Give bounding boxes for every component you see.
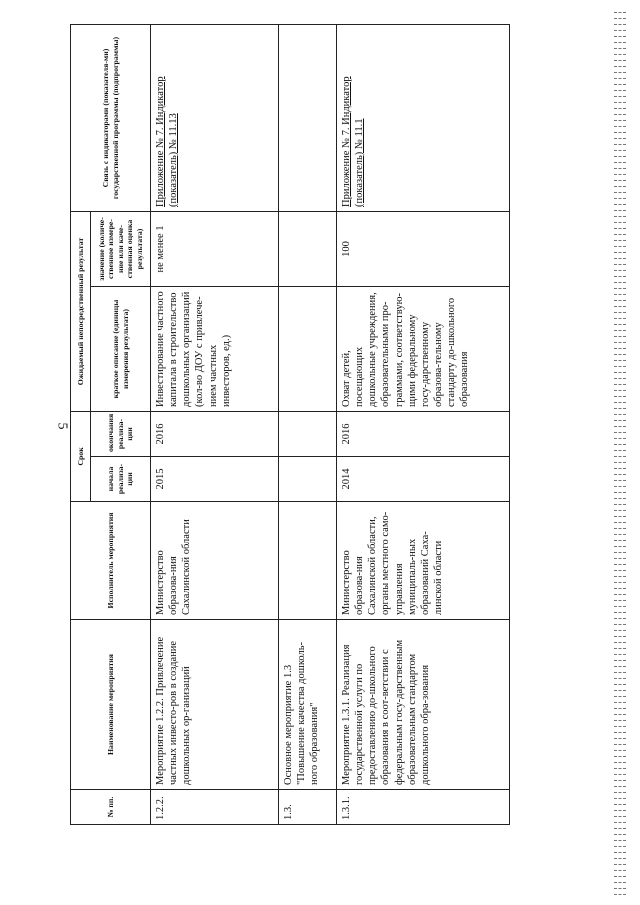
- edge-mark: [614, 360, 626, 361]
- edge-mark: [614, 138, 626, 139]
- header-result: Ожидаемый непосредственный результат: [71, 211, 91, 411]
- edge-mark: [614, 456, 626, 457]
- row-value: не менее 1: [151, 211, 279, 286]
- edge-mark: [614, 480, 626, 481]
- edge-mark: [614, 504, 626, 505]
- edge-mark: [614, 414, 626, 415]
- edge-mark: [614, 870, 626, 871]
- edge-mark: [614, 384, 626, 385]
- row-desc: [279, 286, 337, 411]
- edge-mark: [614, 846, 626, 847]
- edge-mark: [614, 198, 626, 199]
- edge-mark: [614, 810, 626, 811]
- row-executor: [279, 502, 337, 620]
- edge-mark: [614, 240, 626, 241]
- edge-mark: [614, 534, 626, 535]
- header-term: Срок: [71, 411, 91, 501]
- header-term-start: начала реализа-ции: [91, 457, 151, 502]
- row-end: [279, 411, 337, 456]
- edge-mark: [614, 354, 626, 355]
- row-name: Мероприятие 1.2.2. Привлечение частных инвесто-ров в создание дошкольных ор-ганизаций: [151, 620, 279, 790]
- edge-mark: [614, 36, 626, 37]
- edge-mark: [614, 768, 626, 769]
- edge-mark: [614, 234, 626, 235]
- edge-mark: [614, 258, 626, 259]
- edge-mark: [614, 156, 626, 157]
- edge-mark: [614, 126, 626, 127]
- row-num: 1.3.1.: [337, 790, 510, 825]
- edge-mark: [614, 78, 626, 79]
- row-num: 1.3.: [279, 790, 337, 825]
- edge-mark: [614, 216, 626, 217]
- edge-mark: [614, 540, 626, 541]
- edge-mark: [614, 102, 626, 103]
- edge-mark: [614, 174, 626, 175]
- edge-mark: [614, 600, 626, 601]
- row-executor: Министерство образова-ния Сахалинской области, органы местного само-управления муниципаль-ных образований Саха-линской области: [337, 502, 510, 620]
- edge-mark: [614, 786, 626, 787]
- edge-mark: [614, 630, 626, 631]
- edge-mark: [614, 804, 626, 805]
- edge-mark: [614, 546, 626, 547]
- edge-mark: [614, 96, 626, 97]
- edge-mark: [614, 108, 626, 109]
- edge-mark: [614, 660, 626, 661]
- edge-mark: [614, 684, 626, 685]
- edge-mark: [614, 762, 626, 763]
- edge-mark: [614, 618, 626, 619]
- edge-mark: [614, 612, 626, 613]
- edge-mark: [614, 72, 626, 73]
- edge-mark: [614, 438, 626, 439]
- edge-mark: [614, 588, 626, 589]
- edge-mark: [614, 582, 626, 583]
- row-link: Приложение № 7. Индикатор (показатель) № 11.1: [337, 24, 510, 211]
- table-row: [279, 24, 337, 824]
- edge-mark: [614, 720, 626, 721]
- edge-mark: [614, 168, 626, 169]
- edge-mark: [614, 624, 626, 625]
- header-name: Наименование мероприятия: [71, 620, 151, 790]
- measures-table: [70, 24, 510, 825]
- edge-mark: [614, 738, 626, 739]
- edge-mark: [614, 336, 626, 337]
- edge-mark: [614, 882, 626, 883]
- edge-mark: [614, 756, 626, 757]
- edge-mark: [614, 252, 626, 253]
- edge-mark: [614, 774, 626, 775]
- edge-mark: [614, 654, 626, 655]
- edge-mark: [614, 402, 626, 403]
- edge-mark: [614, 186, 626, 187]
- edge-mark: [614, 342, 626, 343]
- edge-mark: [614, 306, 626, 307]
- edge-mark: [614, 528, 626, 529]
- edge-mark: [614, 798, 626, 799]
- row-desc: Охват детей, посещающих дошкольные учреждения, образовательными про-граммами, соответствую-щими федеральному госу-дарственному образова-тельному стандарту до-школьного образования: [337, 286, 510, 411]
- row-end: 2016: [151, 411, 279, 456]
- edge-mark: [614, 894, 626, 895]
- edge-mark: [614, 420, 626, 421]
- edge-mark: [614, 498, 626, 499]
- edge-mark: [614, 426, 626, 427]
- header-result-value: значение (количе-ственное измере-ние или каче-ственная оценка результата): [91, 211, 151, 286]
- edge-mark: [614, 288, 626, 289]
- edge-mark: [614, 606, 626, 607]
- edge-mark: [614, 30, 626, 31]
- row-start: 2014: [337, 457, 510, 502]
- edge-mark: [614, 48, 626, 49]
- edge-mark: [614, 570, 626, 571]
- edge-mark: [614, 42, 626, 43]
- edge-mark: [614, 792, 626, 793]
- edge-mark: [614, 276, 626, 277]
- edge-mark: [614, 486, 626, 487]
- edge-mark: [614, 516, 626, 517]
- edge-mark: [614, 648, 626, 649]
- edge-mark: [614, 522, 626, 523]
- edge-mark: [614, 468, 626, 469]
- edge-mark: [614, 120, 626, 121]
- edge-mark: [614, 552, 626, 553]
- edge-mark: [614, 372, 626, 373]
- header-executor: Исполнитель мероприятия: [71, 502, 151, 620]
- binding-edge-marks: [614, 0, 626, 905]
- edge-mark: [614, 642, 626, 643]
- edge-mark: [614, 594, 626, 595]
- edge-mark: [614, 270, 626, 271]
- header-result-desc: краткое описание (единицы измерения результата): [91, 286, 151, 411]
- edge-mark: [614, 192, 626, 193]
- edge-mark: [614, 864, 626, 865]
- edge-mark: [614, 852, 626, 853]
- row-link: [279, 24, 337, 211]
- row-start: [279, 457, 337, 502]
- edge-mark: [614, 66, 626, 67]
- edge-mark: [614, 744, 626, 745]
- edge-mark: [614, 636, 626, 637]
- edge-mark: [614, 366, 626, 367]
- row-desc: Инвестирование частного капитала в строительство дошкольных организаций (кол-во ДОУ с привлече-нием частных инвесторов, ед.): [151, 286, 279, 411]
- edge-mark: [614, 732, 626, 733]
- table-row: [337, 24, 510, 824]
- edge-mark: [614, 60, 626, 61]
- edge-mark: [614, 696, 626, 697]
- edge-mark: [614, 144, 626, 145]
- row-link: Приложение № 7. Индикатор (показатель) № 11.13: [151, 24, 279, 211]
- edge-mark: [614, 162, 626, 163]
- row-name: Мероприятие 1.3.1. Реализация государственной услуги по предоставлению до-школьного образования в соот-ветствии с федеральным госу-дарственным образовательным стандартом дошкольного обра-зования: [337, 620, 510, 790]
- edge-mark: [614, 282, 626, 283]
- edge-mark: [614, 84, 626, 85]
- row-executor: Министерство образова-ния Сахалинской области: [151, 502, 279, 620]
- edge-mark: [614, 822, 626, 823]
- edge-mark: [614, 264, 626, 265]
- row-name: Основное мероприятие 1.3 "Повышение качества дошколь-ного образования": [279, 620, 337, 790]
- edge-mark: [614, 462, 626, 463]
- edge-mark: [614, 246, 626, 247]
- header-num: № пп.: [71, 790, 151, 825]
- edge-mark: [614, 816, 626, 817]
- edge-mark: [614, 834, 626, 835]
- edge-mark: [614, 492, 626, 493]
- edge-mark: [614, 378, 626, 379]
- edge-mark: [614, 678, 626, 679]
- edge-mark: [614, 690, 626, 691]
- edge-mark: [614, 54, 626, 55]
- edge-mark: [614, 150, 626, 151]
- edge-mark: [614, 222, 626, 223]
- edge-mark: [614, 714, 626, 715]
- edge-mark: [614, 888, 626, 889]
- edge-mark: [614, 300, 626, 301]
- edge-mark: [614, 228, 626, 229]
- edge-mark: [614, 576, 626, 577]
- edge-mark: [614, 90, 626, 91]
- edge-mark: [614, 702, 626, 703]
- header-link: Связь с индикаторами (показателя-ми) государственной программы (подпрограммы): [71, 24, 151, 211]
- edge-mark: [614, 318, 626, 319]
- edge-mark: [614, 444, 626, 445]
- row-start: 2015: [151, 457, 279, 502]
- edge-mark: [614, 750, 626, 751]
- edge-mark: [614, 510, 626, 511]
- row-num: 1.2.2.: [151, 790, 279, 825]
- edge-mark: [614, 408, 626, 409]
- header-row-1: [71, 24, 91, 824]
- edge-mark: [614, 396, 626, 397]
- edge-mark: [614, 450, 626, 451]
- edge-mark: [614, 348, 626, 349]
- edge-mark: [614, 294, 626, 295]
- edge-mark: [614, 210, 626, 211]
- row-end: 2016: [337, 411, 510, 456]
- edge-mark: [614, 666, 626, 667]
- edge-mark: [614, 828, 626, 829]
- edge-mark: [614, 390, 626, 391]
- edge-mark: [614, 876, 626, 877]
- row-value: [279, 211, 337, 286]
- edge-mark: [614, 18, 626, 19]
- edge-mark: [614, 132, 626, 133]
- rotated-table-container: [70, 25, 525, 825]
- edge-mark: [614, 12, 626, 13]
- edge-mark: [614, 204, 626, 205]
- table-row: [151, 24, 279, 824]
- edge-mark: [614, 330, 626, 331]
- edge-mark: [614, 672, 626, 673]
- edge-mark: [614, 324, 626, 325]
- edge-mark: [614, 24, 626, 25]
- edge-mark: [614, 114, 626, 115]
- page-number: 5: [54, 422, 70, 430]
- edge-mark: [614, 840, 626, 841]
- edge-mark: [614, 708, 626, 709]
- edge-mark: [614, 858, 626, 859]
- edge-mark: [614, 180, 626, 181]
- edge-mark: [614, 432, 626, 433]
- edge-mark: [614, 312, 626, 313]
- edge-mark: [614, 564, 626, 565]
- edge-mark: [614, 558, 626, 559]
- edge-mark: [614, 474, 626, 475]
- edge-mark: [614, 780, 626, 781]
- header-term-end: окончания реализа-ции: [91, 411, 151, 456]
- edge-mark: [614, 726, 626, 727]
- row-value: 100: [337, 211, 510, 286]
